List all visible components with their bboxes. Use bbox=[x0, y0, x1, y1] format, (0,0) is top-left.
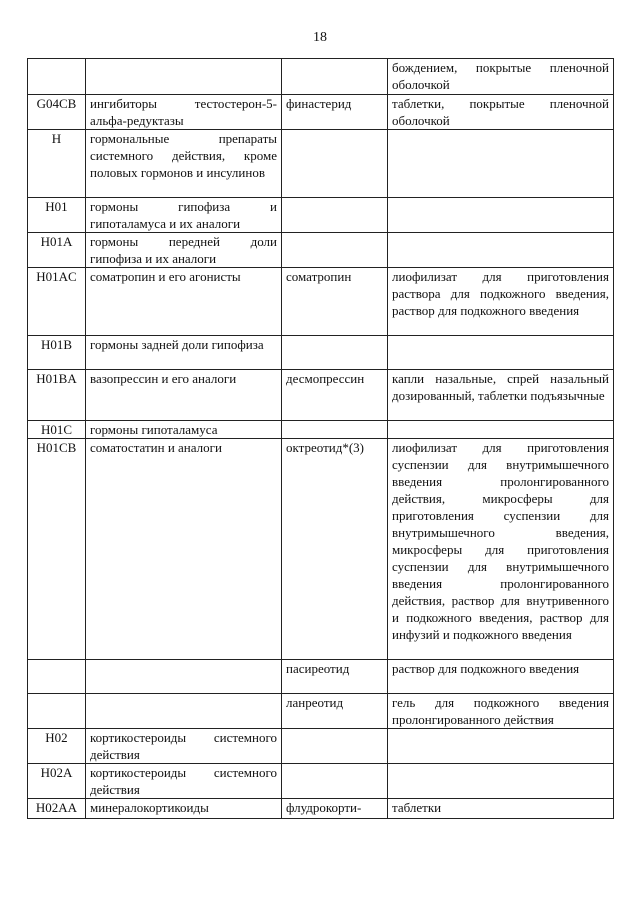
table-row bbox=[28, 764, 614, 799]
table-row bbox=[28, 439, 614, 660]
group-cell: соматропин и его агонисты bbox=[86, 268, 282, 336]
table-row bbox=[28, 729, 614, 764]
code-cell bbox=[28, 694, 86, 729]
form-cell bbox=[388, 336, 614, 370]
drug-cell bbox=[282, 336, 388, 370]
drug-cell: соматропин bbox=[282, 268, 388, 336]
code-cell: H02 bbox=[28, 729, 86, 764]
group-cell: кортикостероиды системного действия bbox=[86, 729, 282, 764]
drug-cell bbox=[282, 130, 388, 198]
medication-table bbox=[27, 58, 614, 819]
table-row bbox=[28, 59, 614, 95]
table-row bbox=[28, 95, 614, 130]
form-cell: лиофилизат для приготовления суспензии для внутримышечного введения пролонгированного действия, микросферы для приготовления суспензии для внутримышечного введения, микросферы для приготовления суспензии для внутримышечного введения пролонгированного действия, раствор для внутривенного и подкожного введения, раствор для инфузий и подкожного введения bbox=[388, 439, 614, 660]
drug-cell bbox=[282, 198, 388, 233]
form-cell bbox=[388, 130, 614, 198]
group-cell: соматостатин и аналоги bbox=[86, 439, 282, 660]
form-cell: бождением, покрытые пленочной оболочкой bbox=[388, 59, 614, 95]
group-cell: гормоны гипоталамуса bbox=[86, 421, 282, 439]
form-cell: капли назальные, спрей назальный дозированный, таблетки подъязычные bbox=[388, 370, 614, 421]
code-cell: H01C bbox=[28, 421, 86, 439]
drug-cell: финастерид bbox=[282, 95, 388, 130]
form-cell: таблетки bbox=[388, 799, 614, 819]
code-cell: G04CB bbox=[28, 95, 86, 130]
form-cell bbox=[388, 198, 614, 233]
drug-cell: ланреотид bbox=[282, 694, 388, 729]
group-cell bbox=[86, 694, 282, 729]
table-row bbox=[28, 336, 614, 370]
drug-cell: октреотид*(3) bbox=[282, 439, 388, 660]
form-cell: раствор для подкожного введения bbox=[388, 660, 614, 694]
form-cell: гель для подкожного введения пролонгированного действия bbox=[388, 694, 614, 729]
group-cell: вазопрессин и его аналоги bbox=[86, 370, 282, 421]
table-row bbox=[28, 268, 614, 336]
form-cell: лиофилизат для приготовления раствора для подкожного введения, раствор для подкожного введения bbox=[388, 268, 614, 336]
code-cell: H01A bbox=[28, 233, 86, 268]
code-cell: H01CB bbox=[28, 439, 86, 660]
table-row bbox=[28, 660, 614, 694]
code-cell: H01B bbox=[28, 336, 86, 370]
group-cell bbox=[86, 660, 282, 694]
group-cell: гормональные препараты системного действия, кроме половых гормонов и инсулинов bbox=[86, 130, 282, 198]
table-row bbox=[28, 130, 614, 198]
code-cell: H02A bbox=[28, 764, 86, 799]
form-cell bbox=[388, 233, 614, 268]
form-cell bbox=[388, 764, 614, 799]
drug-cell bbox=[282, 233, 388, 268]
group-cell bbox=[86, 59, 282, 95]
group-cell: гормоны задней доли гипофиза bbox=[86, 336, 282, 370]
group-cell: гормоны передней доли гипофиза и их аналоги bbox=[86, 233, 282, 268]
code-cell: H01 bbox=[28, 198, 86, 233]
form-cell bbox=[388, 421, 614, 439]
drug-cell: флудрокорти- bbox=[282, 799, 388, 819]
drug-cell bbox=[282, 729, 388, 764]
code-cell: H01AC bbox=[28, 268, 86, 336]
code-cell: H02AA bbox=[28, 799, 86, 819]
drug-cell bbox=[282, 421, 388, 439]
page-number: 18 bbox=[313, 30, 327, 45]
form-cell: таблетки, покрытые пленочной оболочкой bbox=[388, 95, 614, 130]
drug-cell bbox=[282, 764, 388, 799]
table-row bbox=[28, 198, 614, 233]
table-row bbox=[28, 799, 614, 819]
code-cell bbox=[28, 660, 86, 694]
form-cell bbox=[388, 729, 614, 764]
group-cell: гормоны гипофиза и гипоталамуса и их аналоги bbox=[86, 198, 282, 233]
drug-cell bbox=[282, 59, 388, 95]
table-row bbox=[28, 421, 614, 439]
table-row bbox=[28, 370, 614, 421]
drug-cell: пасиреотид bbox=[282, 660, 388, 694]
table-row bbox=[28, 233, 614, 268]
code-cell bbox=[28, 59, 86, 95]
table-row bbox=[28, 694, 614, 729]
code-cell: H01BA bbox=[28, 370, 86, 421]
code-cell: H bbox=[28, 130, 86, 198]
drug-cell: десмопрессин bbox=[282, 370, 388, 421]
group-cell: ингибиторы тестостерон-5-альфа-редуктазы bbox=[86, 95, 282, 130]
group-cell: минералокортикоиды bbox=[86, 799, 282, 819]
group-cell: кортикостероиды системного действия bbox=[86, 764, 282, 799]
